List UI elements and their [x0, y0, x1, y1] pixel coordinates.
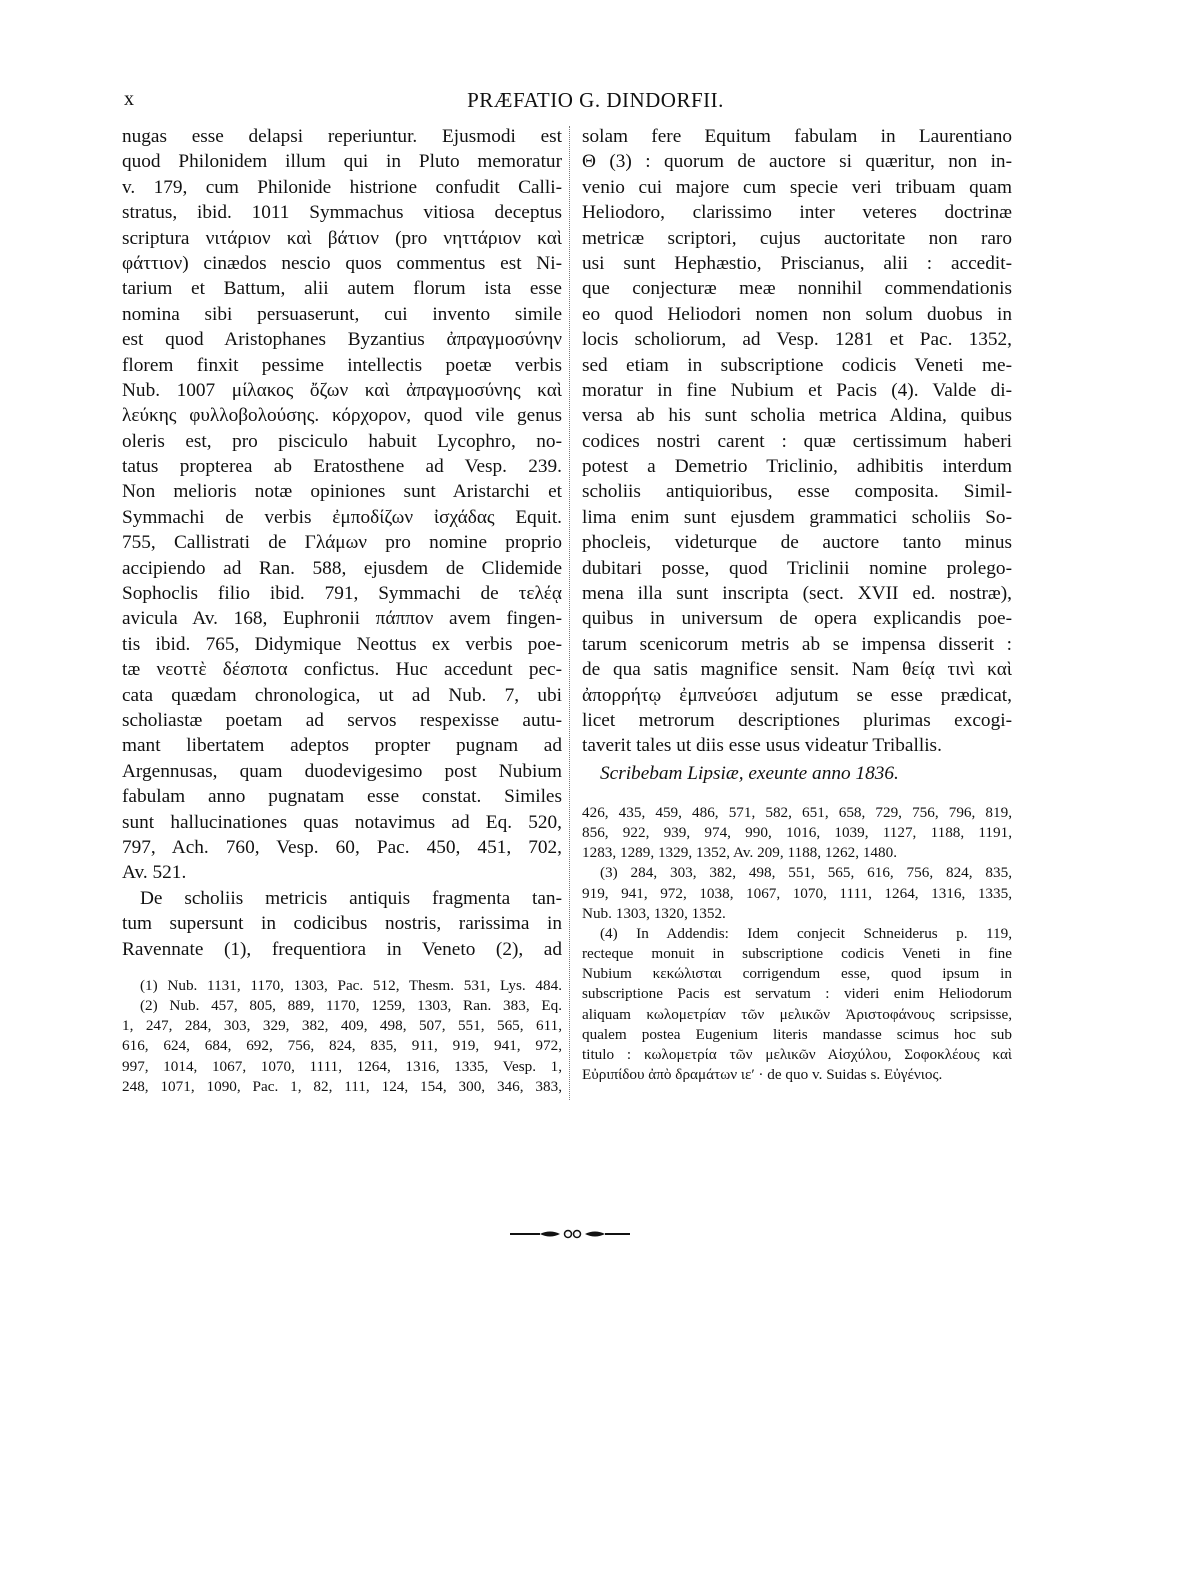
text-line: Nub. 1007 μίλακος ὄζων καὶ ἀπραγμοσύνης καὶ: [122, 379, 562, 401]
text-line: potest a Demetrio Triclinio, adhibitis interdum: [582, 456, 1012, 478]
text-line: cata quædam chronologica, ut ad Nub. 7, ubi: [122, 684, 562, 706]
footnote-line: 616, 624, 684, 692, 756, 824, 835, 911, 919, 941, 972,: [122, 1037, 562, 1055]
footnote-line: recteque monuit in subscriptione codicis Veneti in fine: [582, 945, 1012, 963]
text-line: lima enim sunt ejusdem grammatici scholiis So-: [582, 506, 1012, 528]
text-line: accipiendo ad Ran. 588, ejusdem de Clidemide: [122, 557, 562, 579]
footnotes-left: [122, 976, 562, 1097]
text-line: licet metrorum descriptiones plurimas excogi-: [582, 709, 1012, 731]
footnote-line: subscriptione Pacis est servatum : videri enim Heliodorum: [582, 985, 1012, 1003]
text-line: v. 179, cum Philonide histrione confudit Calli-: [122, 176, 562, 198]
text-line: florem finxit pessime intellectis poetæ verbis: [122, 354, 562, 376]
text-line: oleris est, pro pisciculo habuit Lycophro, no-: [122, 430, 562, 452]
footnote-line: (3) 284, 303, 382, 498, 551, 565, 616, 756, 824, 835,: [600, 864, 1012, 882]
text-line: Argennusas, quam duodevigesimo post Nubium: [122, 760, 562, 782]
text-line: fabulam anno pugnatam esse constat. Similes: [122, 786, 562, 808]
text-line: tatus propterea ab Eratosthene ad Vesp. 239.: [122, 456, 562, 478]
footnote-line: (4) In Addendis: Idem conjecit Schneiderus p. 119,: [600, 924, 1012, 942]
text-line: usi sunt Hephæstio, Priscianus, alii : accedit-: [582, 252, 1012, 274]
text-line: Symmachi de verbis ἐμποδίζων ἰσχάδας Equit.: [122, 506, 562, 528]
text-block-2: [122, 886, 562, 962]
text-line: 755, Callistrati de Γλάμων pro nomine proprio: [122, 532, 562, 554]
text-line: 797, Ach. 760, Vesp. 60, Pac. 450, 451, 702,: [122, 836, 562, 858]
text-block-1: [122, 124, 562, 886]
text-line: nugas esse delapsi reperiuntur. Ejusmodi est: [122, 126, 562, 147]
text-line: scholiastæ poetam ad servos respexisse autu-: [122, 709, 562, 731]
running-head: PRÆFATIO G. DINDORFII.: [467, 88, 724, 112]
text-line: λεύκης φυλλοβολούσης. κόρχορον, quod vile genus: [122, 405, 562, 427]
text-line: codices nostri carent : quæ certissimum haberi: [582, 430, 1012, 452]
text-line: Av. 521.: [122, 862, 187, 884]
column-divider: [569, 126, 570, 1100]
text-line: solam fere Equitum fabulam in Laurentiano: [582, 126, 1012, 147]
text-line: Sophoclis filio ibid. 791, Symmachi de τελέᾳ: [122, 583, 562, 605]
left-column: [122, 124, 562, 1097]
text-line: Heliodoro, clarissimo inter veteres doctrinæ: [582, 202, 1012, 224]
text-line: eo quod Heliodori nomen non solum duobus in: [582, 303, 1012, 325]
footnote-line: (1) Nub. 1131, 1170, 1303, Pac. 512, Thesm. 531, Lys. 484.: [140, 976, 562, 994]
footnote-line: (2) Nub. 457, 805, 889, 1170, 1259, 1303, Ran. 383, Eq.: [140, 997, 562, 1015]
text-line: phocleis, videturque de auctore tanto minus: [582, 532, 1012, 554]
text-line: tum supersunt in codicibus nostris, rarissima in: [122, 913, 562, 935]
text-line: mena illa sunt inscripta (sect. XVII ed. nostræ),: [582, 583, 1012, 605]
footnote-line: Nub. 1303, 1320, 1352.: [582, 904, 726, 922]
footnote-line: aliquam κωλομετρίαν τῶν μελικῶν Ἀριστοφάνους scripsisse,: [582, 1005, 1012, 1023]
text-line: locis scholiorum, ad Vesp. 1281 et Pac. 1352,: [582, 329, 1012, 351]
text-line: avicula Av. 168, Euphronii πάππον avem fingen-: [122, 608, 562, 630]
footnotes-right: [582, 803, 1012, 1086]
footnote-line: qualem postea Eugenium literis mandasse scimus hoc sub: [582, 1025, 1012, 1043]
page-number: x: [124, 88, 134, 110]
text-line: φάττιον) cinædos nescio quos commentus est Ni-: [122, 252, 562, 274]
text-line: Non melioris notæ opiniones sunt Aristarchi et: [122, 481, 562, 503]
text-line: stratus, ibid. 1011 Symmachus vitiosa deceptus: [122, 202, 562, 224]
right-column: [582, 124, 1012, 1085]
footnote-line: Εὐριπίδου ἀπὸ δραμάτων ιεʹ · de quo v. Suidas s. Εὐγένιος.: [582, 1066, 943, 1084]
text-line: tarium et Battum, alii autem florum ista esse: [122, 278, 562, 300]
text-line: ἀπορρήτῳ ἐμπνεύσει adjutum se esse prædicat,: [582, 684, 1012, 706]
text-line: scriptura νιτάριον καὶ βάτιον (pro νηττάριον καὶ: [122, 227, 562, 249]
text-line: taverit tales ut diis esse usus videatur Triballis.: [582, 735, 942, 757]
text-line: De scholiis metricis antiquis fragmenta tan-: [140, 887, 562, 909]
footnote-line: Nubium κεκώλισται corrigendum esse, quod ipsum in: [582, 965, 1012, 983]
text-line: est quod Aristophanes Byzantius ἀπραγμοσύνην: [122, 329, 562, 351]
text-line: metricæ scriptori, cujus auctoritate non raro: [582, 227, 1012, 249]
text-line: de qua satis magnifice sensit. Nam θείᾳ τινὶ καὶ: [582, 659, 1012, 681]
end-ornament: [510, 1228, 630, 1240]
text-line: dubitari posse, quod Triclinii nomine prolego-: [582, 557, 1012, 579]
text-line: Θ (3) : quorum de auctore si quæritur, non in-: [582, 151, 1012, 173]
text-line: mant libertatem adeptos propter pugnam ad: [122, 735, 562, 757]
text-line: nomina sibi persuaserunt, cui invento simile: [122, 303, 562, 325]
footnote-line: 248, 1071, 1090, Pac. 1, 82, 111, 124, 154, 300, 346, 383,: [122, 1077, 562, 1095]
text-block-3: [582, 124, 1012, 759]
footnote-line: 997, 1014, 1067, 1070, 1111, 1264, 1316, 1335, Vesp. 1,: [122, 1057, 562, 1075]
text-line: sed etiam in subscriptione codicis Veneti me-: [582, 354, 1012, 376]
text-line: tarum scenicorum metris ab se impensa disserit :: [582, 633, 1012, 655]
text-line: quod Philonidem illum qui in Pluto memoratur: [122, 151, 562, 173]
text-line: scholiis antiquioribus, esse composita. Simil-: [582, 481, 1012, 503]
text-line: tis ibid. 765, Didymique Neottus ex verbis poe-: [122, 633, 562, 655]
text-line: venio cui majore cum specie veri tribuam quam: [582, 176, 1012, 198]
text-line: tæ νεοττὲ δέσποτα confictus. Huc accedunt pec-: [122, 659, 562, 681]
footnote-line: 426, 435, 459, 486, 571, 582, 651, 658, 729, 756, 796, 819,: [582, 803, 1012, 821]
text-line: Ravennate (1), frequentiora in Veneto (2), ad: [122, 938, 562, 960]
text-line: sunt hallucinationes quas notavimus ad Eq. 520,: [122, 811, 562, 833]
signature-line: Scribebam Lipsiæ, exeunte anno 1836.: [600, 762, 899, 784]
footnote-line: 1283, 1289, 1329, 1352, Av. 209, 1188, 1262, 1480.: [582, 844, 897, 862]
footnote-line: 856, 922, 939, 974, 990, 1016, 1039, 1127, 1188, 1191,: [582, 823, 1012, 841]
footnote-line: 1, 247, 284, 303, 329, 382, 409, 498, 507, 551, 565, 611,: [122, 1017, 562, 1035]
text-line: moratur in fine Nubium et Pacis (4). Valde di-: [582, 379, 1012, 401]
footnote-line: titulo : κωλομετρία τῶν μελικῶν Αἰσχύλου, Σοφοκλέους καὶ: [582, 1046, 1012, 1064]
footnote-line: 919, 941, 972, 1038, 1067, 1070, 1111, 1264, 1316, 1335,: [582, 884, 1012, 902]
text-line: versa ab his sunt scholia metrica Aldina, quibus: [582, 405, 1012, 427]
text-line: que conjecturæ meæ nonnihil commendationis: [582, 278, 1012, 300]
text-line: quibus in universum de opera explicandis poe-: [582, 608, 1012, 630]
